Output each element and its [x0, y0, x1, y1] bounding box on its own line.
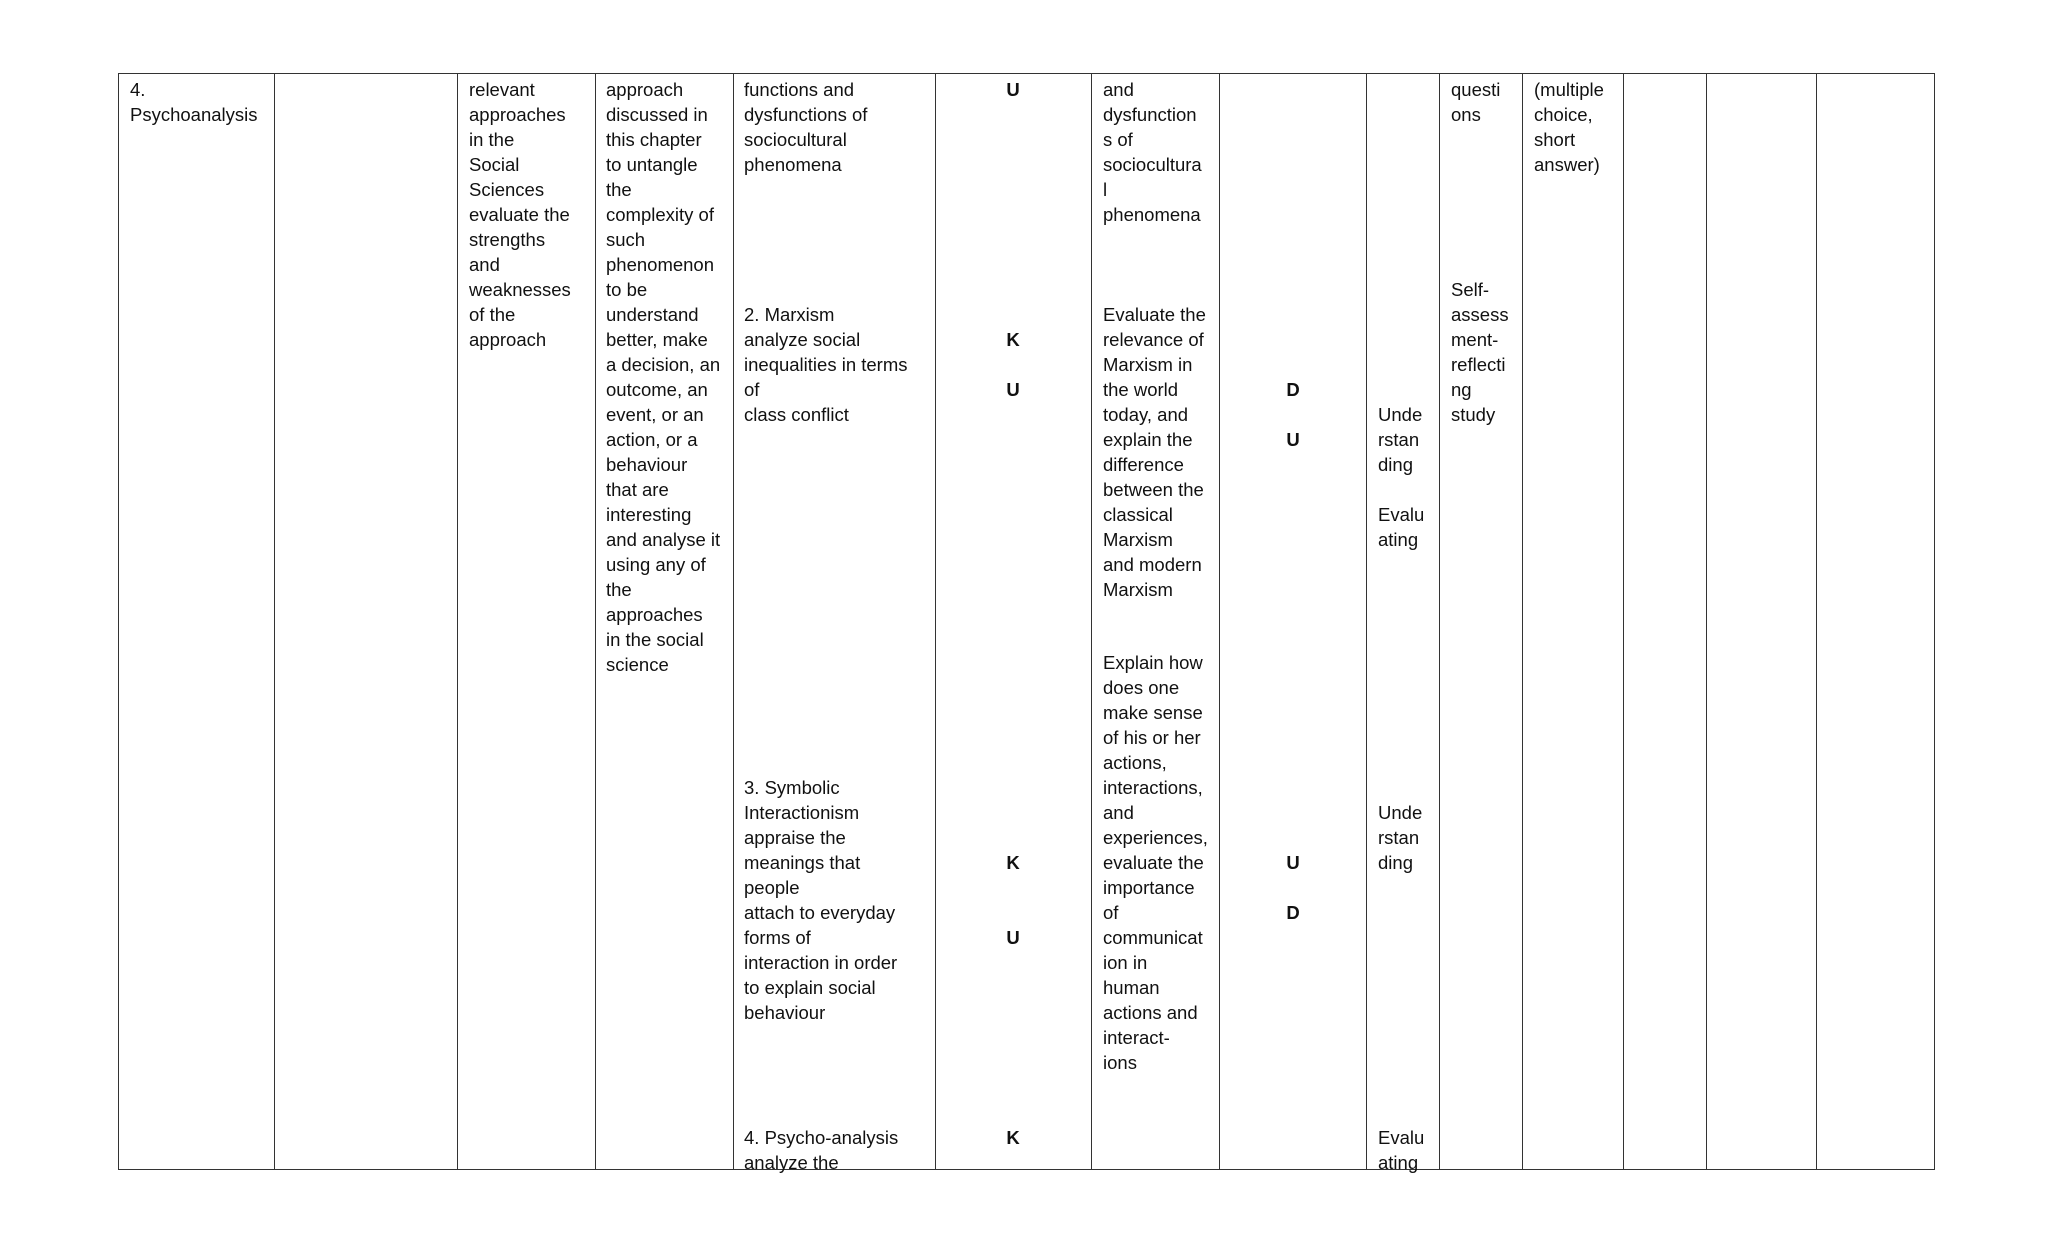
column-divider [1091, 73, 1092, 1170]
column-divider [733, 73, 734, 1170]
higher-competency-symbolic-interactionism: Explain how does one make sense of his or her actions, interactions, and experiences, evaluate the importance of communicat ion in human actions and interact- ions [1103, 652, 1208, 1073]
column-divider [1706, 73, 1707, 1170]
ku-mark: K [1006, 1127, 1020, 1148]
column-divider [1219, 73, 1220, 1170]
learning-competency-psychoanalysis: 4. Psycho-analysis analyze the [744, 1127, 899, 1173]
assessment-method: Self- assess ment- reflecti ng study [1451, 279, 1509, 425]
assessment-level: Unde rstan ding Evalu ating [1378, 404, 1425, 550]
du-mark: U [1286, 429, 1300, 450]
learning-competency-marxism: 2. Marxism analyze social inequalities in terms of class conflict [744, 304, 908, 425]
column-divider [1366, 73, 1367, 1170]
du-mark: U [1286, 852, 1300, 873]
topic-cell: 4. Psychoanalysis [130, 79, 258, 125]
column-divider [1623, 73, 1624, 1170]
higher-competency-functionalism: and dysfunction s of sociocultura l phenomena [1103, 79, 1202, 225]
assessment-level: Evalu ating [1378, 1127, 1425, 1173]
column-divider [1522, 73, 1523, 1170]
column-divider [274, 73, 275, 1170]
column-divider [595, 73, 596, 1170]
column-divider [935, 73, 936, 1170]
curriculum-table [118, 73, 1935, 1170]
competency-cell: relevant approaches in the Social Sciences evaluate the strengths and weaknesses of the approach [469, 79, 571, 350]
ku-mark: U [1006, 79, 1020, 100]
column-divider [1439, 73, 1440, 1170]
learning-competency-functionalism: functions and dysfunctions of sociocultural phenomena [744, 79, 868, 175]
performance-task-cell: approach discussed in this chapter to untangle the complexity of such phenomenon to be understand better, make a decision, an outcome, an event, or an action, or a behaviour that are interesting and analyse it using any of the approaches in the social science [606, 79, 721, 675]
ku-mark: K [1006, 852, 1020, 873]
ku-mark: K [1006, 329, 1020, 350]
ku-mark: U [1006, 927, 1020, 948]
ku-mark: U [1006, 379, 1020, 400]
learning-competency-symbolic-interactionism: 3. Symbolic Interactionism appraise the meanings that people attach to everyday forms of interaction in order to explain social behaviour [744, 777, 898, 1023]
assessment-method: questi ons [1451, 79, 1501, 125]
du-mark: D [1286, 379, 1300, 400]
du-mark: D [1286, 902, 1300, 923]
column-divider [1816, 73, 1817, 1170]
higher-competency-marxism: Evaluate the relevance of Marxism in the world today, and explain the difference between the classical Marxism and modern Marxism [1103, 304, 1206, 600]
column-divider [457, 73, 458, 1170]
assessment-level: Unde rstan ding [1378, 802, 1423, 873]
assessment-format: (multiple choice, short answer) [1534, 79, 1604, 175]
